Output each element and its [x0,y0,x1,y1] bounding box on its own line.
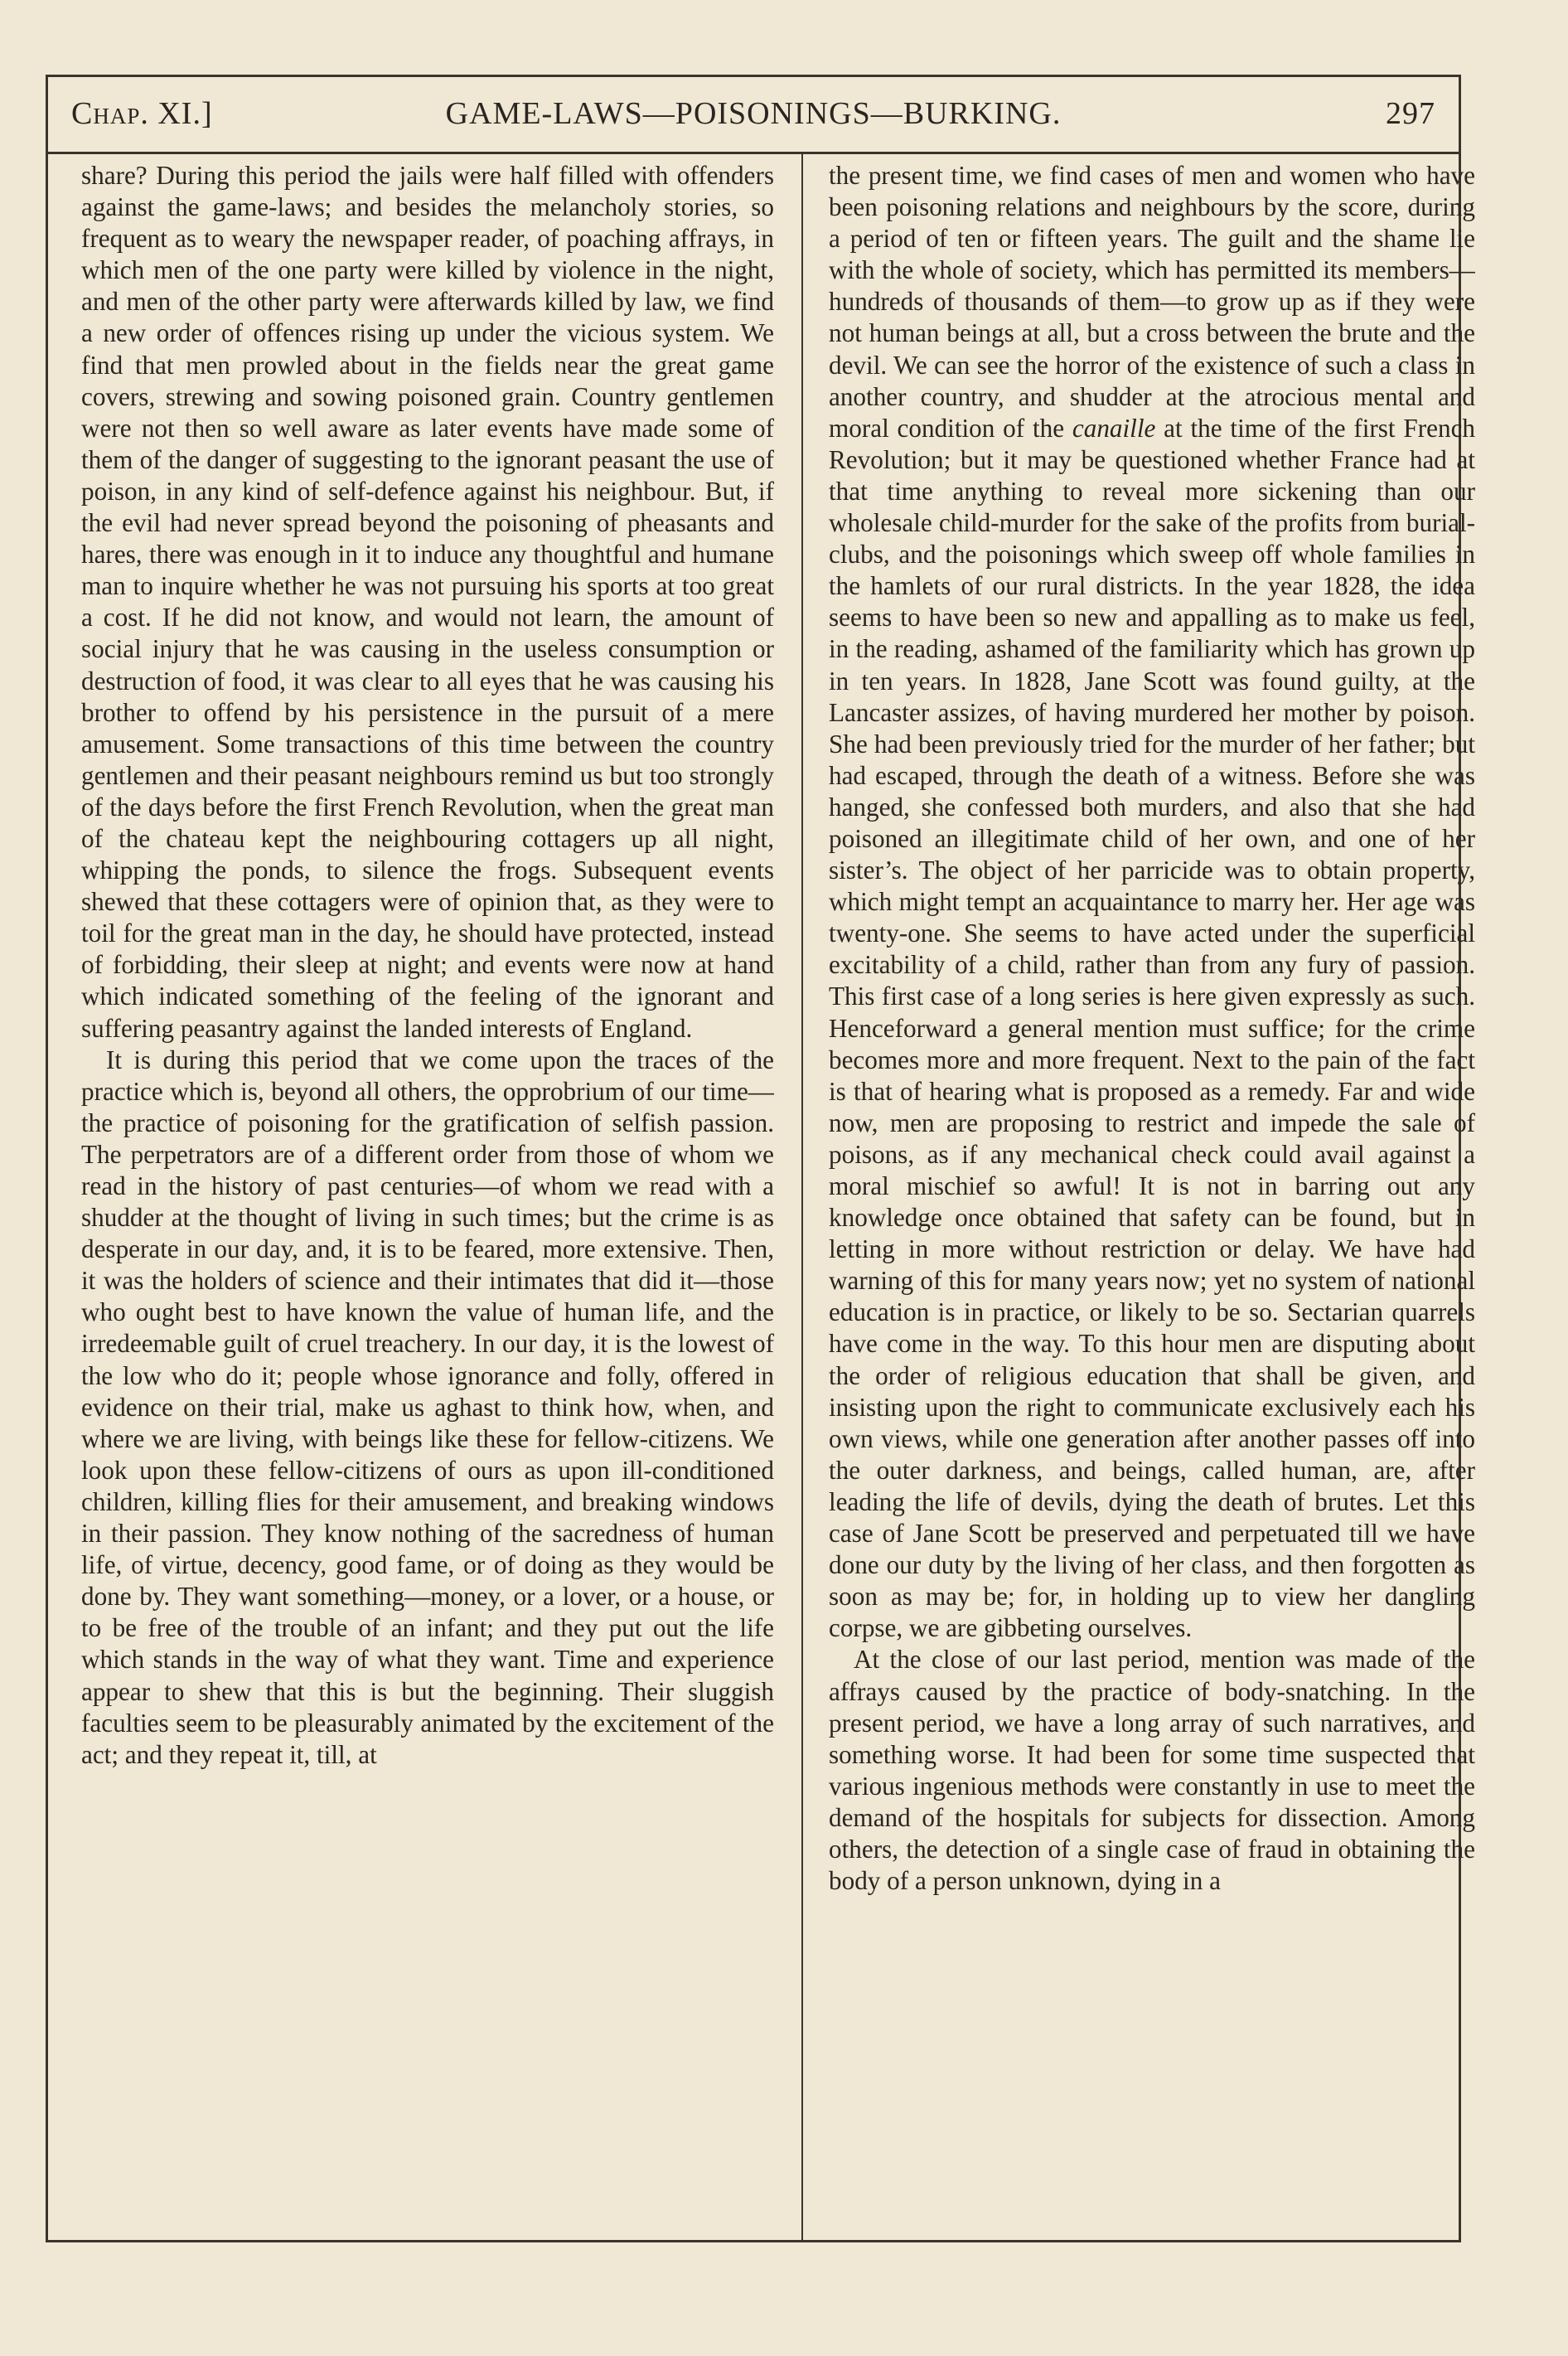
book-page [46,75,1475,2242]
left-column [81,160,774,2240]
text-run: the present time, we find cases of men and women who have been poisoning relations and neighbours by the score, during a period of ten or fifteen years. The guilt and the shame lie with the whole of society, which has permitted its members—hundreds of thousands of them—to grow up as if they were not human beings at all, but a cross between the brute and the devil. We can see the horror of the existence of such a class in another country, and shudder at the atrocious mental and moral condition of the [829,161,1475,443]
paragraph: At the close of our last period, mention was made of the affrays caused by the practice of body-snatching. In the present period, we have a long array of such narratives, and something worse. It had been for some time suspected that various ingenious methods were constantly in use to meet the demand of the hospitals for subjects for dissection. Among others, the detection of a single case of fraud in obtaining the body of a person unknown, dying in a [829,1645,1475,1896]
column-divider [801,152,803,2240]
text-run: at the time of the first French Revolution; but it may be questioned whether France had at that time anything to reveal more sickening than our wholesale child-murder for the sake of the profits from burial-clubs, and the poisonings which sweep off whole families in the hamlets of our rural districts. In the year 1828, the idea seems to have been so new and appalling as to make us feel, in the reading, ashamed of the familiarity which has grown up in ten years. In 1828, Jane Scott was found guilty, at the Lancaster assizes, of having murdered her mother by poison. She had been previously tried for the murder of her father; but had escaped, through the death of a witness. Before she was hanged, she confessed both murders, and also that she had poisoned an illegitimate child of her own, and one of her sister’s. The object of her parricide was to obtain property, which might tempt an acquaintance to marry her. Her age was twenty-one. She seems to have acted under the superficial excitability of a child, rather than from any fury of passion. This first case of a long series is here given expressly as such. Henceforward a general mention must suffice; for the crime becomes more and more frequent. Next to the pain of the fact is that of hearing what is proposed as a remedy. Far and wide now, men are proposing to restrict and impede the sale of poisons, as if any mechanical check could avail against a moral mischief so awful! It is not in barring out any knowledge once obtained that safety can be found, but in letting in more without restriction or delay. We have had warning of this for many years now; yet no system of national education is in practice, or likely to be so. Sectarian quarrels have come in the way. To this hour men are disputing about the order of religious education that shall be given, and insisting upon the right to communicate exclusively each his own views, while one generation after another passes off into the outer darkness, and beings, called human, are, after leading the life of devils, dying the death of brutes. Let this case of Jane Scott be preserved and perpetuated till we have done our duty by the living of her class, and then forgotten as soon as may be; for, in holding up to view her dangling corpse, we are gibbeting ourselves. [829,413,1475,1643]
paragraph [829,160,1475,1644]
italic-term: canaille [1072,413,1156,443]
chapter-label: Chap. XI.] [71,96,213,131]
right-column [829,160,1475,2240]
paragraph: It is during this period that we come upon the traces of the practice which is, beyond all others, the opprobrium of our time—the practice of poisoning for the gratification of selfish passion. The perpetrators are of a different order from those of whom we read in the history of past centuries—of whom we read with a shudder at the thought of living in such times; but the crime is as desperate in our day, and, it is to be feared, more extensive. Then, it was the holders of science and their intimates that did it—those who ought best to have known the value of human life, and the irredeemable guilt of cruel treachery. In our day, it is the lowest of the low who do it; people whose ignorance and folly, offered in evidence on their trial, make us aghast to think how, when, and where we are living, with beings like these for fellow-citizens. We look upon these fellow-citizens of ours as upon ill-conditioned children, killing flies for their amusement, and breaking windows in their passion. They know nothing of the sacredness of human life, of virtue, decency, good fame, or of doing as they would be done by. They want something—money, or a lover, or a house, or to be free of the trouble of an infant; and they put out the life which stands in the way of what they want. Time and experience appear to shew that this is but the beginning. Their sluggish faculties seem to be pleasurably animated by the excitement of the act; and they repeat it, till, at [81,1045,774,1769]
running-title: GAME-LAWS—POISONINGS—BURKING. [445,96,1062,131]
page-number: 297 [1386,96,1435,131]
running-header [48,77,1459,154]
paragraph: share? During this period the jails were half filled with offenders against the game-laws; and besides the melancholy stories, so frequent as to weary the newspaper reader, of poaching affrays, in which men of the one party were killed by violence in the night, and men of the other party were afterwards killed by law, we find a new order of offences rising up under the vicious system. We find that men prowled about in the fields near the great game covers, strewing and sowing poisoned grain. Country gentlemen were not then so well aware as later events have made some of them of the danger of suggesting to the ignorant peasant the use of poison, in any kind of self-defence against his neighbour. But, if the evil had never spread beyond the poisoning of pheasants and hares, there was enough in it to induce any thoughtful and humane man to inquire whether he was not pursuing his sports at too great a cost. If he did not know, and would not learn, the amount of social injury that he was causing in the useless consumption or destruction of food, it was clear to all eyes that he was causing his brother to offend by his persistence in the pursuit of a mere amusement. Some transactions of this time between the country gentlemen and their peasant neighbours remind us but too strongly of the days before the first French Revolution, when the great man of the chateau kept the neighbouring cottagers up all night, whipping the ponds, to silence the frogs. Subsequent events shewed that these cottagers were of opinion that, as they were to toil for the great man in the day, he should have protected, instead of forbidding, their sleep at night; and events were now at hand which indicated something of the feeling of the ignorant and suffering peasantry against the landed interests of England. [81,161,774,1043]
